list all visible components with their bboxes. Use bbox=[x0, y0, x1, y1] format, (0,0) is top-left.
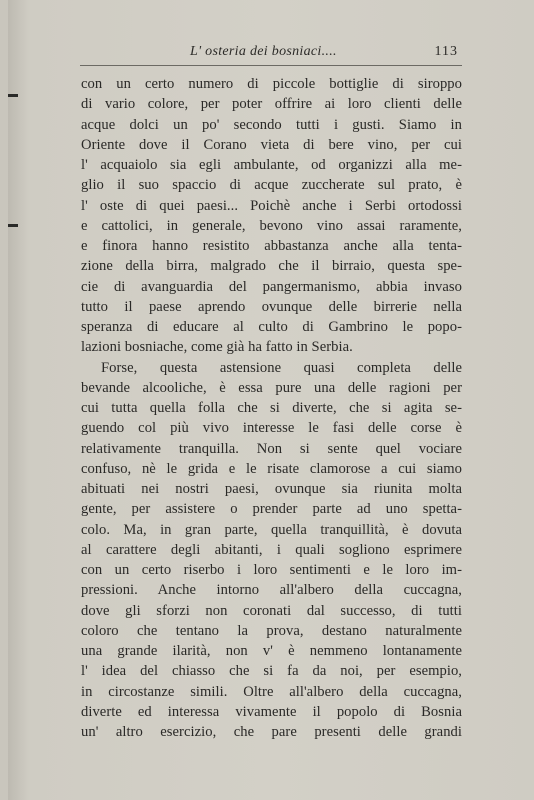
text-line: glio il suo spaccio di acque zuccherate sul prato, è bbox=[81, 177, 462, 194]
text-line: l' acquaiolo sia egli ambulante, od organizzi alla me- bbox=[81, 157, 462, 173]
text-line: di vario colore, per poter offrire ai loro clienti delle bbox=[81, 96, 462, 113]
text-line: abituati nei nostri paesi, ovunque sia riunita molta bbox=[81, 481, 462, 497]
text-line: diverte ed interessa vivamente il popolo di Bosnia bbox=[81, 703, 462, 720]
text-line: lazioni bosniache, come già ha fatto in Serbia. bbox=[81, 339, 353, 356]
text-line: e cattolici, in generale, bevono vino assai raramente, bbox=[81, 217, 462, 234]
text-line: guendo col più vivo interesse le fasi delle corse è bbox=[81, 420, 462, 437]
text-line: l' oste di quei paesi... Poichè anche i Serbi ortodossi bbox=[81, 197, 462, 214]
text-line: dove gli sforzi non coronati dal successo, di tutti bbox=[81, 602, 462, 619]
text-line: in circostanze simili. Oltre all'albero della cuccagna, bbox=[81, 683, 462, 700]
text-line: coloro che tentano la prova, destano naturalmente bbox=[81, 622, 462, 639]
text-line: confuso, nè le grida e le risate clamorose a cui siamo bbox=[81, 460, 462, 477]
text-line: Forse, questa astensione quasi completa delle bbox=[101, 359, 462, 376]
text-line: un' altro esercizio, che pare presenti delle grandi bbox=[81, 724, 462, 740]
text-line: gente, per assistere o prender parte ad uno spetta- bbox=[81, 501, 462, 518]
text-line: relativamente tranquilla. Non si sente quel vociare bbox=[81, 440, 462, 457]
running-header bbox=[190, 44, 458, 64]
header-rule bbox=[80, 65, 462, 66]
text-line: acque dolci un po' secondo tutti i gusti. Siamo in bbox=[81, 116, 462, 133]
text-line: e finora hanno resistito abbastanza anche alla tenta- bbox=[81, 238, 462, 254]
page-number: 113 bbox=[434, 44, 458, 59]
text-line: tutto il paese aprendo ovunque delle birrerie nella bbox=[81, 298, 462, 315]
binding-mark-top bbox=[8, 94, 18, 97]
binding-mark-bottom bbox=[8, 224, 18, 227]
body-text bbox=[81, 74, 462, 742]
text-line: zione della birra, malgrado che il birraio, questa spe- bbox=[81, 258, 462, 275]
text-line: una grande ilarità, non v' è nemmeno lontanamente bbox=[81, 643, 462, 659]
text-line: pressioni. Anche intorno all'albero della cuccagna, bbox=[81, 582, 462, 599]
running-title: L' osteria dei bosniaci.... bbox=[190, 44, 337, 59]
text-line: al carattere degli abitanti, i quali sogliono esprimere bbox=[81, 541, 462, 558]
text-line: con un certo numero di piccole bottiglie di siroppo bbox=[81, 76, 462, 92]
text-line: con un certo riserbo i loro sentimenti e le loro im- bbox=[81, 562, 462, 578]
text-line: colo. Ma, in gran parte, quella tranquillità, è dovuta bbox=[81, 521, 462, 538]
text-line: l' idea del chiasso che si fa da noi, per esempio, bbox=[81, 663, 462, 680]
text-line: bevande alcooliche, è essa pure una delle ragioni per bbox=[81, 379, 462, 396]
text-line: speranza di educare al culto di Gambrino le popo- bbox=[81, 319, 462, 335]
text-line: Oriente dove il Corano vieta di bere vino, per cui bbox=[81, 136, 462, 153]
text-line: cie di avanguardia del pangermanismo, abbia invaso bbox=[81, 278, 462, 295]
text-line: cui tutta quella folla che si diverte, che si agita se- bbox=[81, 400, 462, 416]
